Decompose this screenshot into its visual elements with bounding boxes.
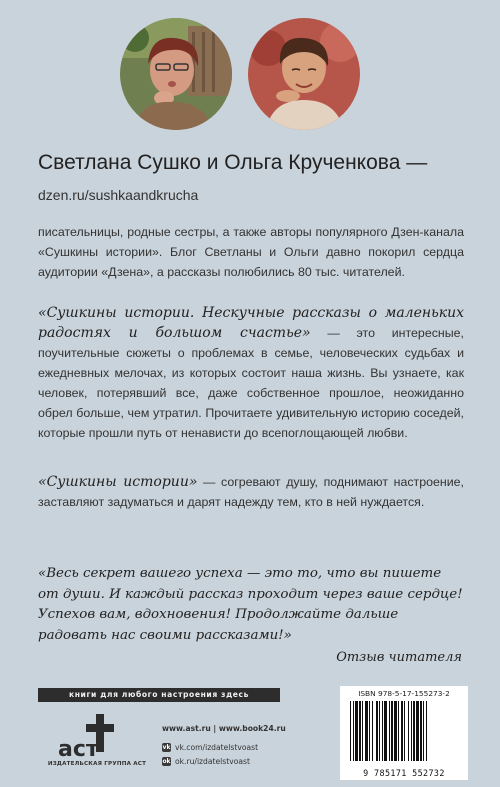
book-description-text: — это интересные, поучительные сюжеты о проблемах в семье, человеческих судьбах и ежедневных мелочах, из которых состоит наша жизнь. Вы узнаете, как человек, потерявший все, даже собственное прошлое, неожиданно обрел больше, чем утратил. Прочитаете удивительную историю соседей, которые прошли путь от ненависти до всепоглощающей любви. <box>38 326 464 440</box>
ok-url: ok.ru/izdatelstvoast <box>175 757 250 766</box>
publisher-websites: www.ast.ru | www.book24.ru <box>162 724 286 733</box>
vk-link <box>162 743 258 752</box>
book-description <box>38 303 464 443</box>
ok-icon: ok <box>162 758 171 765</box>
author-website: dzen.ru/sushkaandkrucha <box>38 187 199 203</box>
author-photo-svetlana <box>120 18 232 130</box>
barcode-digits: 9 785171 552732 <box>363 768 445 778</box>
series-title: «Сушкины истории» <box>38 474 198 490</box>
ast-logo-text: аст <box>58 737 99 762</box>
ok-link <box>162 757 250 766</box>
authors-intro: писательницы, родные сестры, а также авторы популярного Дзен-канала «Сушкины истории». Блог Светланы и Ольги давно покорил сердца аудитории «Дзена», а рассказы полюбились 80 тыс. читателей. <box>38 225 464 279</box>
author-photo-olga <box>248 18 360 130</box>
book-summary <box>38 472 464 512</box>
isbn-box <box>340 686 468 780</box>
barcode <box>346 701 462 763</box>
publisher-caption: ИЗДАТЕЛЬСКАЯ ГРУППА АСТ <box>47 761 147 767</box>
review-signature: Отзыв читателя <box>336 650 462 665</box>
reader-review-quote: «Весь секрет вашего успеха — это то, что вы пишете от души. И каждый рассказ проходит через ваше сердце! Успехов вам, вдохновения! Продолжайте дальше радовать нас своими рассказами!» <box>38 566 463 643</box>
publisher-tagline: книги для любого настроения здесь <box>38 688 280 702</box>
book-title: «Сушкины истории. Нескучные рассказы о маленьких радостях и большом счастье» <box>38 305 464 341</box>
isbn-label: ISBN 978-5-17-155273-2 <box>358 689 450 698</box>
vk-icon: vk <box>162 744 171 751</box>
book-summary-text: — согревают душу, поднимают настроение, заставляют задуматься и дарят надежду тем, кто в ней нуждается. <box>38 475 464 509</box>
vk-url: vk.com/izdatelstvoast <box>175 743 259 752</box>
authors-title: Светлана Сушко и Ольга Крученкова — <box>38 151 428 174</box>
